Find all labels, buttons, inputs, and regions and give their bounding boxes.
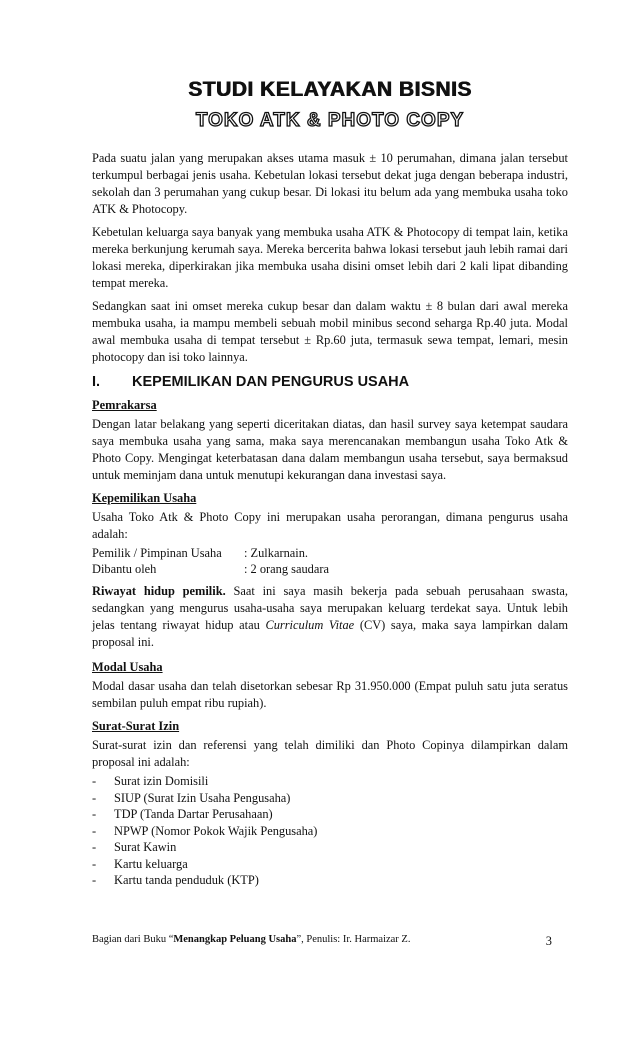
riwayat-text-2: (CV) saya, maka saya lampirkan dalam proposal ini. [92,618,569,649]
page-number: 3 [545,934,552,948]
helper-value: : 2 orang saudara [244,562,329,576]
list-item-text: Kartu tanda penduduk (KTP) [114,873,259,887]
list-item-text: Surat Kawin [114,840,177,854]
section-title: KEPEMILIKAN DAN PENGURUS USAHA [132,374,410,390]
bullet-dash: - [92,790,97,805]
section-heading [92,374,568,390]
section-number: I. [92,374,101,390]
riwayat-text-1: Saat ini saya masih bekerja pada sebuah perusahaan swasta, sedangkan yang mengurus usaha-usaha saya merupakan keluarg terdekat saya. Untuk lebih jelas tentang riwayat hidup atau [92,584,568,632]
footer-credit [92,934,410,949]
helper-row [92,561,568,577]
list-item [92,790,568,807]
list-item-text: SIUP (Surat Izin Usaha Pengusaha) [114,790,291,805]
intro-paragraph-2: Kebetulan keluarga saya banyak yang membuka usaha ATK & Photocopy di tempat lain, ketika mereka berkunjung kerumah saya. Mereka bercerita bahwa lokasi tersebut jauh lebih ramai dari lokasi mereka, diperkirakan jika membuka usaha disini omset lebih dari 2 kali lipat dibanding tempat mereka. [92,225,568,290]
list-item-text: Surat izin Domisili [114,774,209,788]
pemrakarsa-heading: Pemrakarsa [92,398,157,412]
intro-paragraph-1: Pada suatu jalan yang merupakan akses utama masuk ± 10 perumahan, dimana jalan tersebut terkumpul berbagai jenis usaha. Kebetulan lokasi tersebut dekat juga dengan beberapa industri, sekolah dan 3 perumahan yang cukup besar. Di lokasi itu belum ada yang membuka usaha toko ATK & Photocopy. [92,151,568,216]
list-item [92,806,568,823]
owner-value: : Zulkarnain. [244,546,308,560]
modal-heading: Modal Usaha [92,660,163,674]
list-item-text: TDP (Tanda Dartar Perusahaan) [114,807,273,821]
document-subtitle: TOKO ATK & PHOTO COPY [195,110,465,131]
kepemilikan-heading: Kepemilikan Usaha [92,491,197,505]
list-item [92,872,568,889]
bullet-dash: - [92,840,97,854]
helper-label: Dibantu oleh [92,562,157,576]
list-item [92,839,568,856]
pemrakarsa-text: Dengan latar belakang yang seperti diceritakan diatas, dan hasil survey saya ketempat saudara saya membuka usaha yang sama, maka saya merencanakan membangun usaha Toko Atk & Photo Copy. Mengingat keterbatasan dana dalam membangun usaha tersebut, saya bermaksud untuk meminjam dana untuk menutupi kekurangan dana investasi saya. [92,417,568,482]
surat-text: Surat-surat izin dan referensi yang telah dimiliki dan Photo Copinya dilampirkan dalam proposal ini adalah: [92,738,568,769]
surat-heading: Surat-Surat Izin [92,719,180,733]
footer-suffix: ”, Penulis: Ir. Harmaizar Z. [296,934,411,945]
riwayat-italic: Curriculum Vitae [265,618,355,632]
bullet-dash: - [92,774,97,788]
riwayat-label: Riwayat hidup pemilik. [92,584,226,598]
bullet-dash: - [92,807,97,821]
document-page [92,78,568,889]
footer-prefix: Bagian dari Buku “ [92,934,174,945]
intro-paragraph-3: Sedangkan saat ini omset mereka cukup besar dan dalam waktu ± 8 bulan dari awal mereka membuka usaha, ia mampu membeli sebuah mobil minibus second seharga Rp.40 juta. Modal awal membuka usaha di tempat tersebut ± Rp.60 juta, termasuk sewa tempat, lemari, mesin photocopy dan isi toko lainnya. [92,299,568,364]
bullet-dash: - [92,823,97,838]
list-item-text: Kartu keluarga [114,856,188,871]
document-title: STUDI KELAYAKAN BISNIS [188,78,472,101]
bullet-dash: - [92,856,97,871]
owner-row [92,545,568,561]
surat-list [92,773,568,889]
kepemilikan-text: Usaha Toko Atk & Photo Copy ini merupakan usaha perorangan, dimana pengurus usaha adalah: [92,510,568,541]
riwayat-paragraph [92,583,568,651]
footer-book-title: Menangkap Peluang Usaha [173,934,297,945]
list-item [92,823,568,840]
page-footer [92,934,552,949]
modal-text: Modal dasar usaha dan telah disetorkan sebesar Rp 31.950.000 (Empat puluh satu juta seratus sembilan puluh empat ribu rupiah). [92,679,568,710]
list-item [92,856,568,873]
owner-label: Pemilik / Pimpinan Usaha [92,546,222,560]
bullet-dash: - [92,873,97,887]
list-item-text: NPWP (Nomor Pokok Wajik Pengusaha) [114,823,318,838]
list-item [92,773,568,790]
